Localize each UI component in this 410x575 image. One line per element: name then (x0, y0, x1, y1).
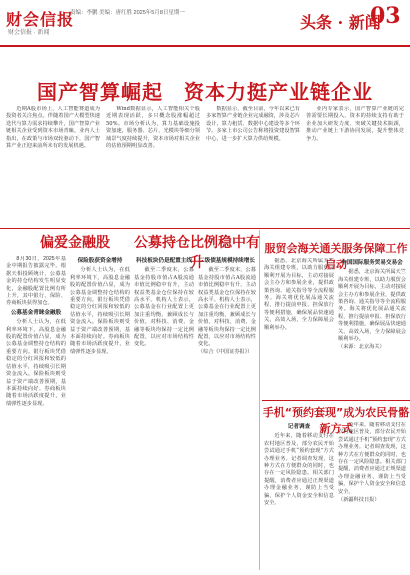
story-c-body: 据悉，北京海关所属天竺海关组建专班，以助力服贸会顺利开展为目标，主动对接展会主办方和参展企业，提供政策咨询、通关指导等全流程服务。海关将优化展品通关流程，推行提前申报、担保放行等便利措施，确保展品快速通关、高效入场，全力保障展会顺利举办。 (264, 258, 334, 331)
story-b-column-1 (134, 256, 194, 570)
story-a-column-1 (6, 256, 66, 570)
story-c-headline: 服贸会海关通关服务保障工作启动 (264, 242, 408, 271)
story-d-subhead: 记者调查 (287, 424, 311, 430)
story-d-column-2 (338, 422, 406, 570)
lead-column-3 (206, 106, 300, 226)
story-b-subhead-1: 科技板块仍是配置主线 (136, 258, 192, 264)
lead-column-4 (306, 106, 404, 226)
story-a-column-2 (70, 256, 130, 570)
story-c-column-2 (338, 258, 406, 398)
story-b-body-cont: 截至二季度末，公募基金持股市值占A股流通市值比例稳中有升，主动权益类基金仓位保持在较高水平。机构人士表示，公募基金在行业配置上更加注重均衡，兼顾成长与价值，对科技、消费、金融等板块均保持一定比例配置，以应对市场结构性变化。 (198, 267, 256, 348)
page-number: 03 (370, 3, 401, 29)
lead-column-2 (106, 106, 200, 226)
story-d-headline: 手机“预约套现”成为农民骨骼新方式 (262, 406, 410, 435)
story-d-body: 近年来，随着移动支付在农村地区普及，部分农民开始尝试通过手机“预约套现”方式办理业务。记者调查发现，这种方式在方便群众的同时，也存在一定风险隐患。相关部门提醒，消费者应通过正规渠道办理金融业务，谨防上当受骗，保护个人资金安全和信息安全。 (264, 433, 334, 507)
story-a-body: 分析人士认为，在低利率环境下，高股息金融股的配置价值凸显，成为公募基金调整持仓结构的重要方向。银行板块凭借稳定的分红回报和较低的估值水平，持续吸引长期资金流入。保险板块则受益于资产端改善预期，基本面持续向好。券商板块随着市场活跃度提升，业绩弹性逐步显现。 (6, 319, 66, 407)
lead-paragraph: 业内专家表示，国产智算产业链的完善需要长期投入，资本的持续支持有助于企业加大研发力度、突破关键技术瓶颈，推动产业链上下游协同发展，提升整体竞争力。 (306, 106, 404, 142)
story-c-column-1 (264, 258, 334, 398)
story-b-subhead-2: 二级债基规模持续增长 (199, 258, 255, 264)
story-a-headline: 偏爱金融股 (40, 235, 110, 251)
lead-column-1 (6, 106, 100, 226)
masthead-rule (0, 45, 410, 47)
story-b-body: 截至二季度末，公募基金持股市值占A股流通市值比例稳中有升，主动权益类基金仓位保持在较高水平。机构人士表示，公募基金在行业配置上更加注重均衡，兼顾成长与价值，对科技、消费、金融等板块均保持一定比例配置，以应对市场结构性变化。 (134, 267, 194, 348)
story-d-column-1 (264, 422, 334, 570)
story-a-body-cont: 分析人士认为，在低利率环境下，高股息金融股的配置价值凸显，成为公募基金调整持仓结构的重要方向。银行板块凭借稳定的分红回报和较低的估值水平，持续吸引长期资金流入。保险板块则受益于资产端改善预期，基本面持续向好。券商板块随着市场活跃度提升，业绩弹性逐步显现。 (70, 267, 130, 355)
main-headline: 国产智算崛起 资本力挺产业链企业 (37, 80, 373, 104)
story-b-column-2 (198, 256, 256, 570)
story-a-lead: 8月30日，2025年基金中期报告披露完毕。根据天相投顾统计，公募基金的持仓结构发生明显变化，金融股配置比例有所上升，其中银行、保险、券商板块获得加仓。 (6, 256, 66, 307)
column-divider (259, 230, 260, 570)
story-c-subhead: 中国国际服务贸易交易会 (341, 260, 403, 266)
lead-paragraph: Wind数据显示，人工智能相关个股近期表现活跃，多只概念股涨幅超过50%。市场分析认为，算力基础设施投资加速，服务器、芯片、光模块等细分领域景气度持续提升，资本市场对相关企业的估值预期明显改善。 (106, 106, 200, 150)
story-a-subhead-2: 保险股获资金增持 (77, 258, 123, 264)
story-d-source: （新疆科技日报） (338, 496, 380, 503)
newspaper-logo: 财会信报 (6, 10, 75, 29)
story-d-body-cont: 近年来，随着移动支付在农村地区普及，部分农民开始尝试通过手机“预约套现”方式办理业务。记者调查发现，这种方式在方便群众的同时，也存在一定风险隐患。相关部门提醒，消费者应通过正规渠道办理金融业务，谨防上当受骗，保护个人资金安全和信息安全。 (338, 422, 406, 495)
story-c-source: （来源：北京海关） (338, 343, 385, 350)
lead-paragraph: 数据显示，截至目前，今年以来已有多家智算产业链企业完成融资，涉及芯片设计、算力租赁、数据中心建设等多个环节。多家上市公司公告称将投资建设智算中心，进一步扩大算力供给规模。 (206, 106, 300, 142)
story-a-subhead-1: 公募基金青睐金融股 (10, 309, 62, 316)
story-b-source: （综合《中国证券报》） (198, 349, 253, 356)
masthead (0, 0, 410, 50)
story-divider (262, 400, 410, 401)
section-divider (0, 228, 410, 229)
logo-tagline: 财会信报 · 新闻 (8, 30, 50, 36)
publication-meta: 责编：李鹏 美编：唐红胜 2025年5月8日星期一 (70, 10, 185, 16)
story-c-body-cont: 据悉，北京海关所属天竺海关组建专班，以助力服贸会顺利开展为目标，主动对接展会主办方和参展企业，提供政策咨询、通关指导等全流程服务。海关将优化展品通关流程，推行提前申报、担保放行等便利措施，确保展品快速通关、高效入场，全力保障展会顺利举办。 (338, 269, 406, 343)
story-b-headline: 公募持仓比例稳中有升 (134, 235, 260, 271)
lead-paragraph: 近期A股市场上，人工智能赛道成为投资者关注焦点。伴随着国产大模型快速迭代与算力需求持续攀升，国产智算产业链相关企业受到资本市场青睐。业内人士指出，在政策与市场双轮驱动下，国产智算产业正迎来前所未有的发展机遇。 (6, 106, 100, 150)
section-title: 头条 · 新闻 (300, 13, 381, 32)
